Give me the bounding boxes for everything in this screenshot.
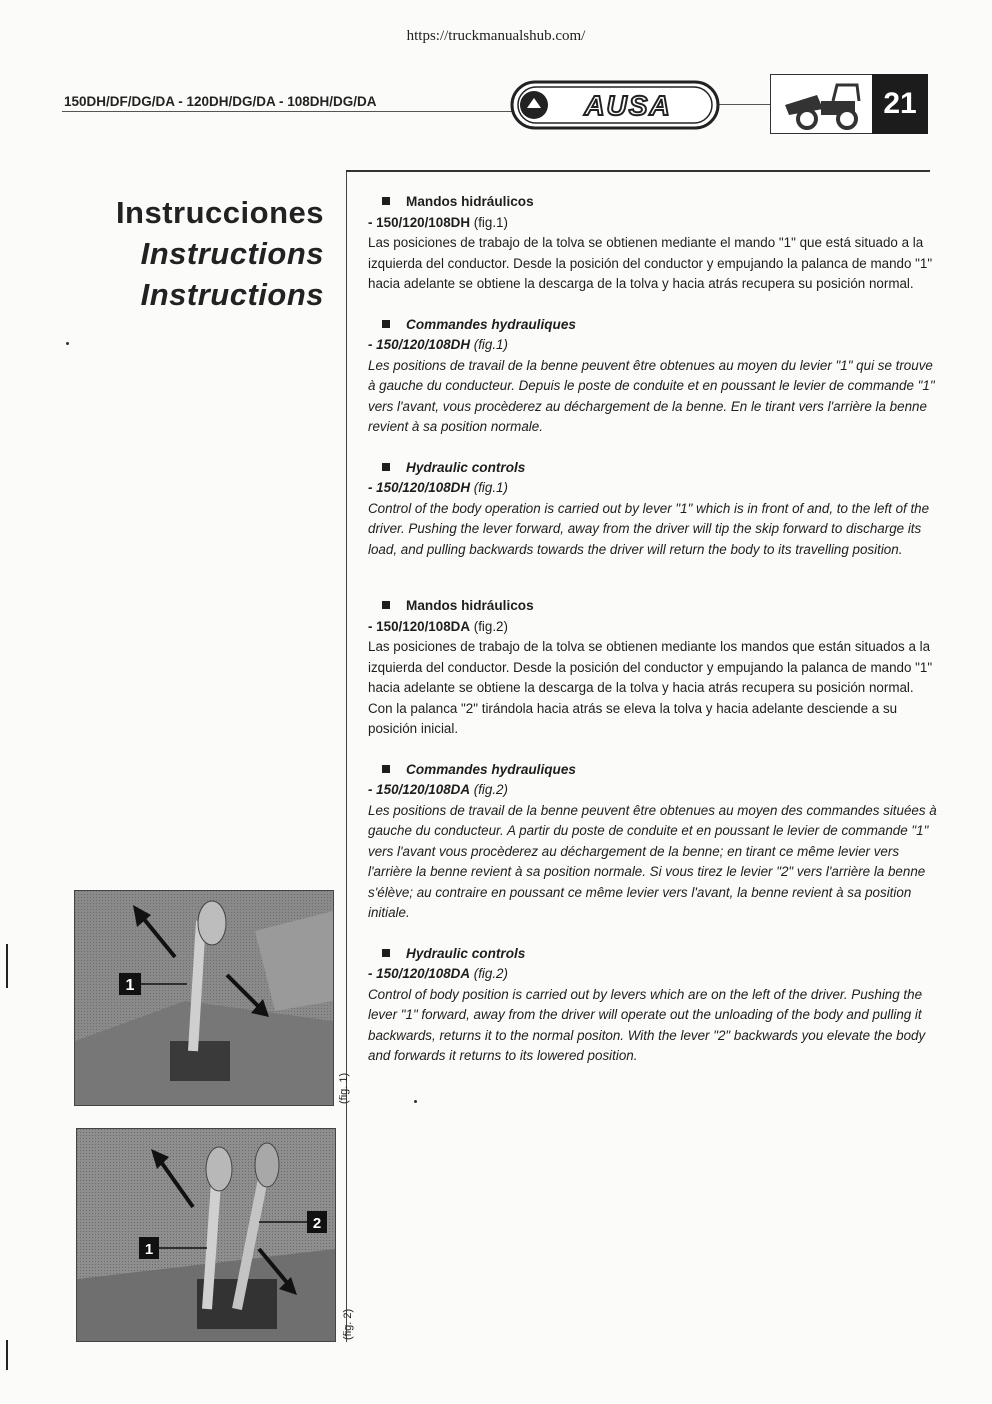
figure-1-caption: (fig. 1) — [338, 1072, 350, 1104]
model-ref: - 150/120/108DA — [368, 618, 470, 634]
brand-text: AUSA — [584, 90, 672, 121]
section-heading: Mandos hidráulicos — [406, 194, 534, 209]
scan-edge-mark — [6, 1340, 8, 1370]
levers-photo-illustration — [77, 1129, 335, 1341]
model-ref: - 150/120/108DA — [368, 966, 470, 981]
ausa-logo — [510, 78, 720, 132]
section-body: Control of body position is carried out by levers which are on the left of the driver. Pushing the lever "1" forward, away from the driver will operate out the unloading of the body and pulling it backwards, returns it to the normal positon. With the lever "2" backwards you elevate the body and forwards it returns to its lowered position. — [368, 986, 926, 1063]
scan-speck — [66, 342, 69, 345]
model-ref: - 150/120/108DH — [368, 214, 470, 230]
figure-1-photo — [74, 890, 334, 1106]
section-body: Las posiciones de trabajo de la tolva se obtienen mediante los mandos que están situados a la izquierda del conductor. Desde la posición del conductor y empujando la palanca de mando "1" hacia adelante se obtiene la descarga de la tolva y hacia atrás recupera su posición normal. Con la palanca "2" tirándola hacia atrás se eleva la tolva y hacia adelante desciende a su posición inicial. — [368, 639, 933, 736]
section-fr-dh — [368, 315, 938, 438]
model-ref: - 150/120/108DA — [368, 782, 470, 797]
fig-ref: (fig.2) — [473, 966, 508, 981]
content-top-rule — [346, 170, 930, 172]
lever-photo-illustration — [75, 891, 333, 1105]
header-rule — [62, 111, 514, 112]
fig-ref: (fig.1) — [473, 337, 508, 352]
scan-edge-mark — [6, 944, 8, 988]
lever-label-1: 1 — [125, 977, 135, 994]
section-titles — [116, 192, 324, 315]
section-es-dh — [368, 192, 938, 295]
section-heading: Hydraulic controls — [406, 945, 526, 961]
fig-ref: (fig.1) — [473, 214, 508, 230]
title-french: Instructions — [140, 236, 324, 271]
section-heading: Mandos hidráulicos — [406, 598, 534, 613]
dumper-icon-box — [770, 74, 873, 134]
bullet-icon — [382, 320, 390, 328]
scan-speck — [414, 1100, 417, 1103]
header-rule-connector — [718, 104, 770, 105]
model-line: 150DH/DF/DG/DA - 120DH/DG/DA - 108DH/DG/DA — [64, 94, 377, 109]
bullet-icon — [382, 949, 390, 957]
section-body: Control of the body operation is carried out by lever "1" which is in front of and, to the left of the driver. Pushing the lever forward, away from the driver will tip the skip forward to discharge its load, and pulling backwards towards the driver will return the body to its travelling position. — [368, 500, 930, 557]
bullet-icon — [382, 765, 390, 773]
section-body: Las posiciones de trabajo de la tolva se obtienen mediante el mando "1" que está situado a la izquierda del conductor. Desde la posición del conductor y empujando la palanca de mando "1" hacia adelante se obtiene la descarga de la tolva y hacia atrás recupera su posición normal. — [368, 235, 933, 291]
page-number: 21 — [872, 74, 928, 134]
title-english: Instructions — [140, 277, 324, 312]
figure-2-photo — [76, 1128, 336, 1342]
section-body: Les positions de travail de la benne peuvent être obtenues au moyen du levier "1" qui se trouve à gauche du conducteur. Depuis le poste de conduite et en poussant le levier de commande "1" vers l'avant, vous procèderez au déchargement de la benne. En le tirant vers l'arrière la benne revient à sa position normale. — [368, 357, 935, 434]
section-en-da — [368, 944, 938, 1067]
section-heading: Commandes hydrauliques — [406, 316, 576, 332]
lever-label-2: 2 — [312, 1215, 322, 1232]
dumper-truck-icon — [771, 75, 873, 133]
bullet-icon — [382, 197, 390, 205]
section-heading: Commandes hydrauliques — [406, 761, 576, 777]
fig-ref: (fig.2) — [473, 618, 508, 634]
figure-2-caption: (fig. 2) — [342, 1308, 354, 1340]
section-fr-da — [368, 760, 938, 924]
bullet-icon — [382, 601, 390, 609]
section-en-dh — [368, 458, 938, 561]
source-url: https://truckmanualshub.com/ — [406, 28, 586, 44]
section-body: Les positions de travail de la benne peuvent être obtenues au moyen des commandes situées à gauche du conducteur. A partir du poste de conduite et en poussant le levier de commande "1" vers l'avant vous procèderez au déchargement de la benne; en tirant ce même levier vers l'arrière la benne revient à sa position normale. Si vous tirez le levier "2" vers l'arrière la benne s'élève; au contraire en poussant ce même levier vers l'avant, la benne revient à sa position initiale. — [368, 802, 937, 920]
section-heading: Hydraulic controls — [406, 459, 526, 475]
column-divider — [346, 172, 347, 1342]
model-ref: - 150/120/108DH — [368, 337, 470, 352]
fig-ref: (fig.1) — [473, 480, 508, 495]
instructions-text-column — [368, 192, 938, 1087]
bullet-icon — [382, 463, 390, 471]
title-spanish: Instrucciones — [115, 195, 324, 230]
section-es-da — [368, 596, 938, 740]
lever-label-1: 1 — [144, 1241, 154, 1258]
model-ref: - 150/120/108DH — [368, 480, 470, 495]
fig-ref: (fig.2) — [473, 782, 508, 797]
